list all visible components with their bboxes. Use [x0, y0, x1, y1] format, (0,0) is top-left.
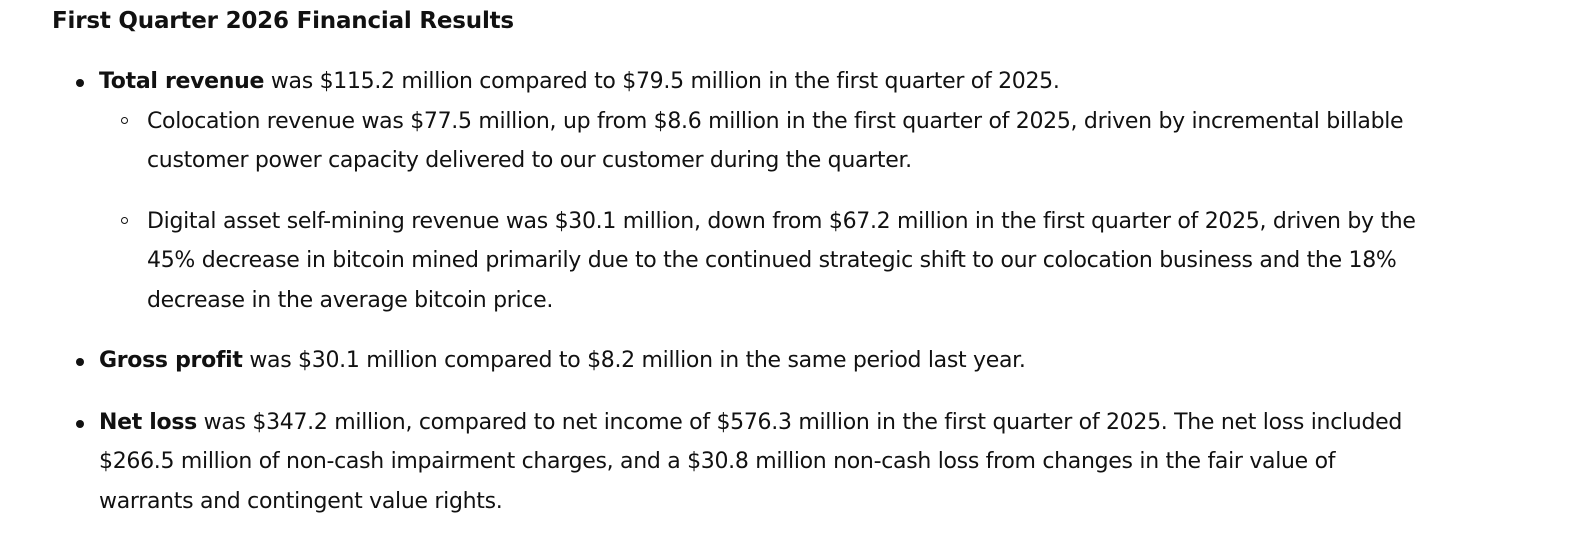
- list-item-total-revenue: [52, 62, 1434, 320]
- list-item-colocation-revenue: [99, 102, 1437, 181]
- bullet-dot: [76, 420, 84, 428]
- colocation-revenue-text: Colocation revenue was $77.5 million, up from $8.6 million in the first quarter of 2025, driven by incremental billable customer power capacity delivered to our customer during the quarter.: [147, 108, 1404, 173]
- bullet-dot: [76, 358, 84, 366]
- bullet-circle: [121, 217, 128, 224]
- total-revenue-text: was $115.2 million compared to $79.5 million in the first quarter of 2025.: [264, 69, 1060, 94]
- bullet-dot: [76, 79, 84, 87]
- revenue-sublist: [99, 102, 1434, 321]
- list-item-net-loss: [52, 403, 1434, 522]
- list-item-gross-profit: [52, 341, 1434, 381]
- total-revenue-label: Total revenue: [99, 69, 265, 94]
- results-list: [52, 62, 1575, 521]
- list-item-self-mining-revenue: [99, 202, 1437, 321]
- bullet-circle: [121, 117, 128, 124]
- net-loss-text: was $347.2 million, compared to net income of $576.3 million in the first quarter of 2025. The net loss included $266.5 million of non-cash impairment charges, and a $30.8 million non-cash loss from changes in the fair value of warrants and contingent value rights.: [99, 409, 1403, 514]
- self-mining-revenue-text: Digital asset self-mining revenue was $30.1 million, down from $67.2 million in the first quarter of 2025, driven by the 45% decrease in bitcoin mined primarily due to the continued strategic shift to our colocation business and the 18% decrease in the average bitcoin price.: [147, 208, 1416, 313]
- gross-profit-label: Gross profit: [99, 348, 243, 373]
- gross-profit-text: was $30.1 million compared to $8.2 million in the same period last year.: [242, 348, 1026, 373]
- net-loss-label: Net loss: [99, 409, 197, 435]
- section-heading: First Quarter 2026 Financial Results: [52, 8, 514, 34]
